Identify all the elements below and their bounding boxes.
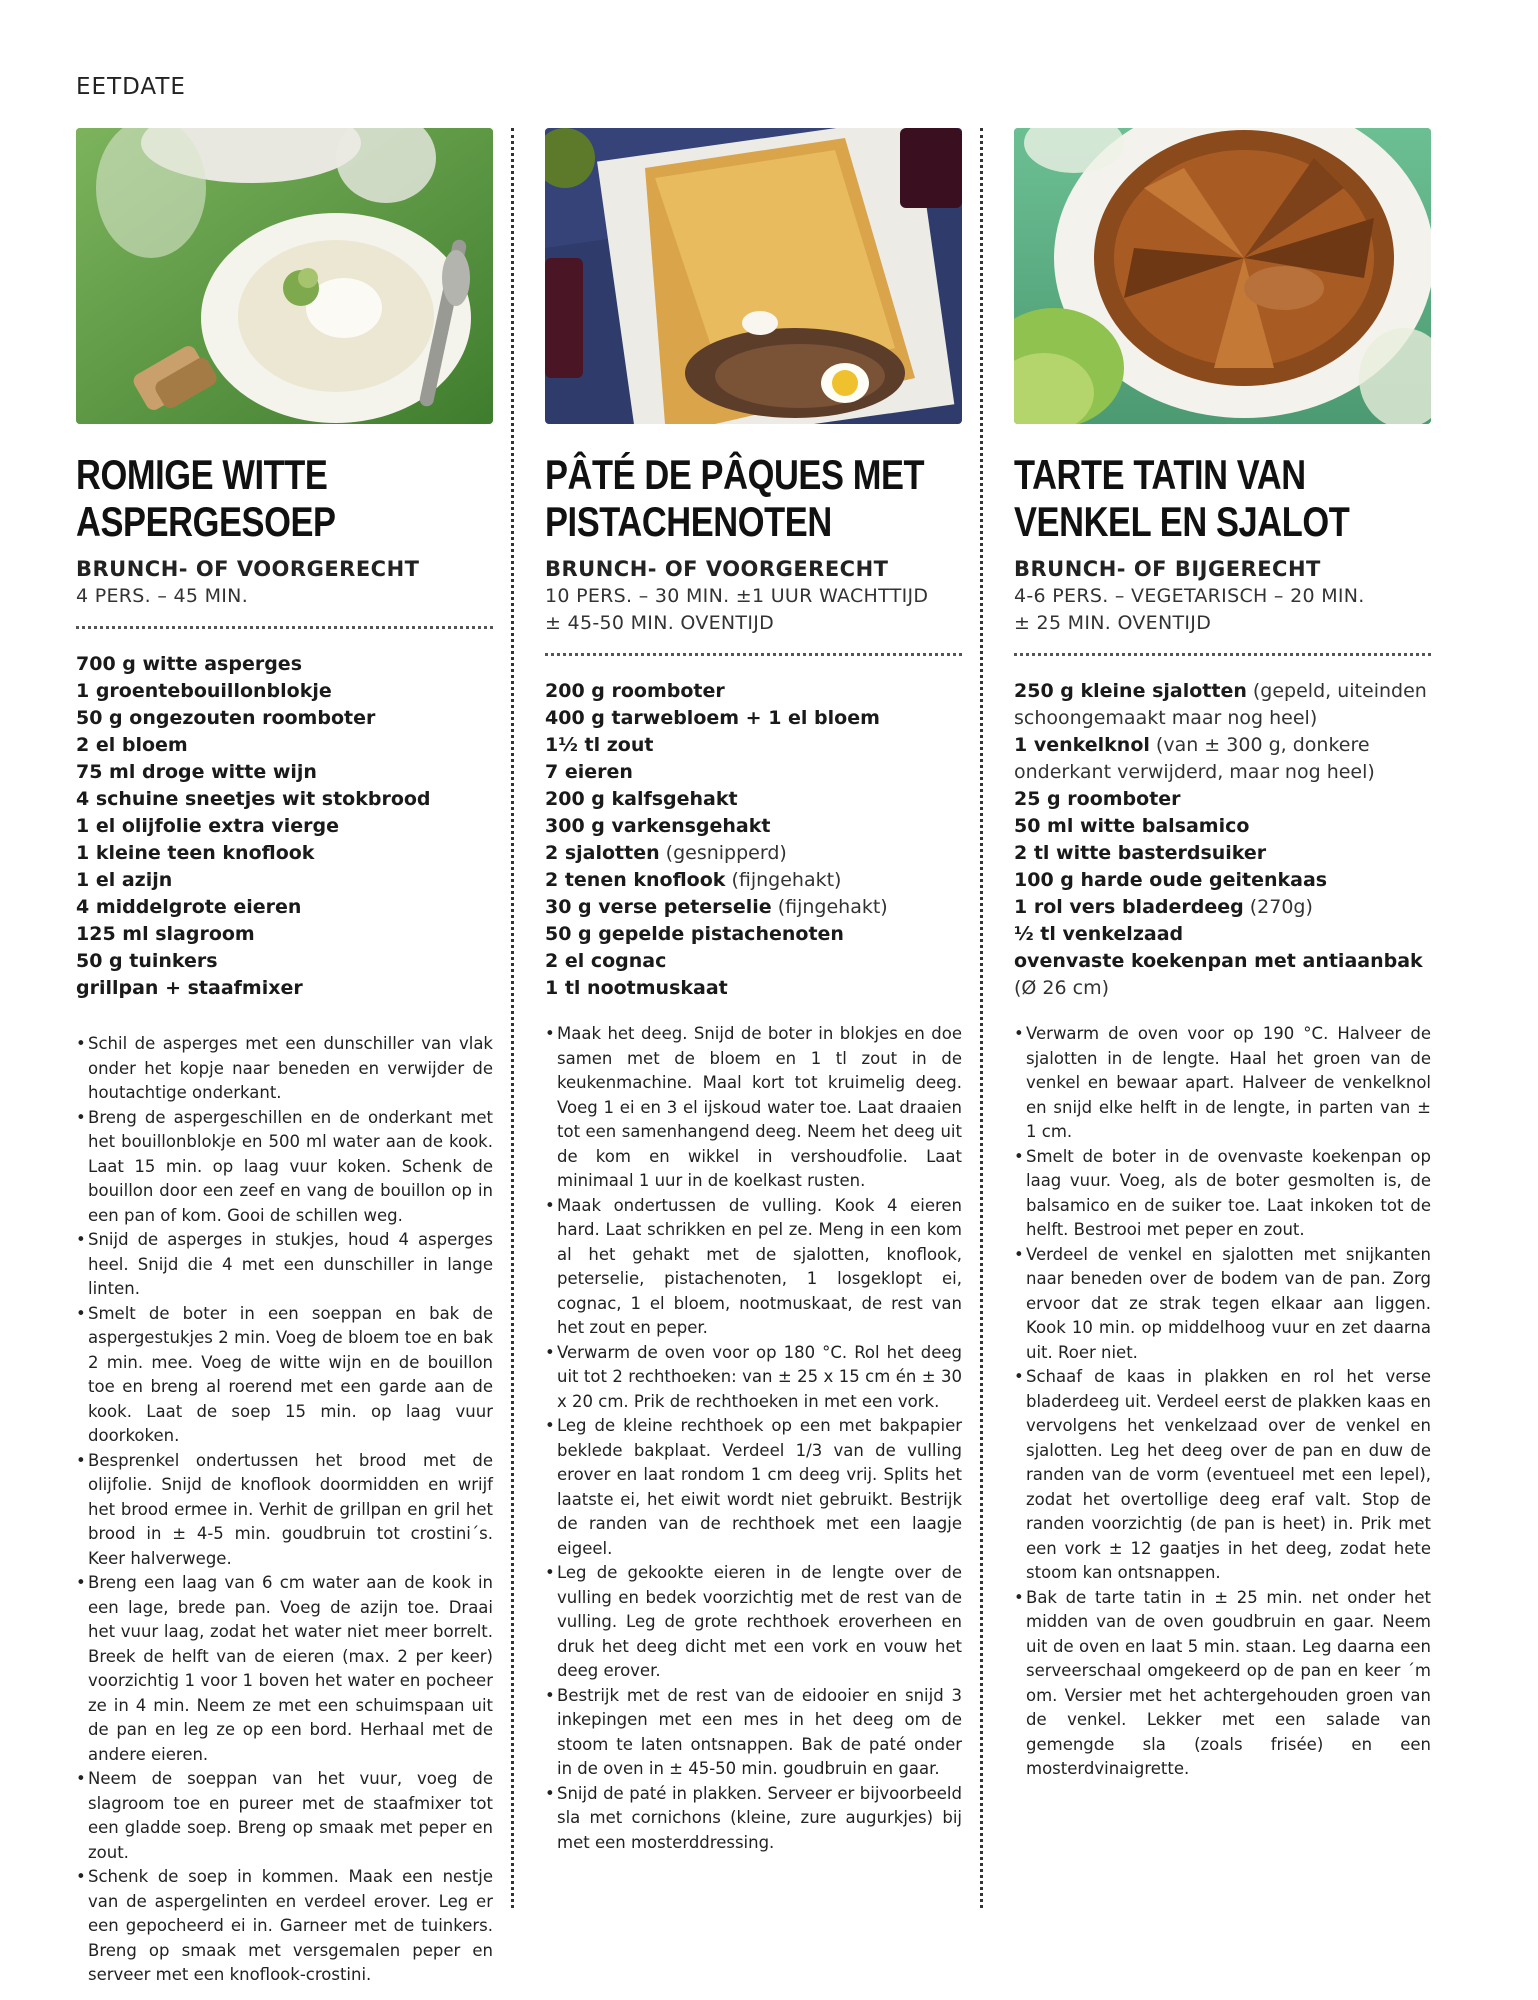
ingredient: 50 g tuinkers xyxy=(76,950,218,972)
step-list xyxy=(76,1032,493,1988)
ingredient: 7 eieren xyxy=(545,761,633,783)
ingredient: 2 tenen knoflook (fijngehakt) xyxy=(545,869,842,891)
ingredient: 4 middelgrote eieren xyxy=(76,896,302,918)
ingredient: 1 kleine teen knoflook xyxy=(76,842,315,864)
column-divider xyxy=(980,128,983,1908)
ingredient: ovenvaste koekenpan met antiaanbak (Ø 26 cm) xyxy=(1014,950,1423,999)
ingredient: 50 g ongezouten roomboter xyxy=(76,707,376,729)
recipe-meta: 10 PERS. – 30 MIN. ±1 UUR WACHTTIJD xyxy=(545,585,929,607)
recipe-meta: 4-6 PERS. – VEGETARISCH – 20 MIN. xyxy=(1014,585,1365,607)
step: • Snijd de asperges in stukjes, houd 4 asperges heel. Snijd die 4 met een dunschiller in lange linten. xyxy=(76,1228,493,1302)
ingredient: 1 el azijn xyxy=(76,869,173,891)
ingredient: 700 g witte asperges xyxy=(76,653,303,675)
recipe-column-tarte xyxy=(1014,128,1431,1782)
step: • Maak ondertussen de vulling. Kook 4 eieren hard. Laat schrikken en pel ze. Meng in een kom al het gehakt met de sjalotten, knoflook, peterselie, pistachenoten, 1 losgeklopt ei, cognac, 1 el bloem, nootmuskaat, de rest van het zout en peper. xyxy=(545,1194,962,1341)
ingredient: 300 g varkensgehakt xyxy=(545,815,771,837)
divider xyxy=(76,626,493,629)
recipe-meta: ± 25 MIN. OVENTIJD xyxy=(1014,612,1212,634)
step: • Smelt de boter in de ovenvaste koekenpan op laag vuur. Voeg, als de boter gesmolten is, de balsamico en de suiker toe. Laat inkoken tot de helft. Bestrooi met peper en zout. xyxy=(1014,1145,1431,1243)
step: • Neem de soeppan van het vuur, voeg de slagroom toe en pureer met de staafmixer tot een gladde soep. Breng op smaak met peper en zout. xyxy=(76,1767,493,1865)
ingredient: 1 tl nootmuskaat xyxy=(545,977,728,999)
recipe-photo-pate xyxy=(545,128,962,424)
recipe-column-pate xyxy=(545,128,962,1855)
step: • Bak de tarte tatin in ± 25 min. net onder het midden van de oven goudbruin en gaar. Neem uit de oven en laat 5 min. staan. Leg daarna een serveerschaal omgekeerd op de pan en keer ´m om. Versier met het achtergehouden groen van de venkel. Lekker met een salade van gemengde sla (zoals frisée) en een mosterdvinaigrette. xyxy=(1014,1586,1431,1782)
step: • Snijd de paté in plakken. Serveer er bijvoorbeeld sla met cornichons (kleine, zure augurkjes) bij met een mosterddressing. xyxy=(545,1782,962,1856)
step: • Schil de asperges met een dunschiller van vlak onder het kopje naar beneden en verwijder de houtachtige onderkant. xyxy=(76,1032,493,1106)
recipe-title: TARTE TATIN VAN VENKEL EN SJALOT xyxy=(1014,451,1350,545)
step: • Maak het deeg. Snijd de boter in blokjes en doe samen met de bloem en 1 tl zout in de keukenmachine. Maal kort tot kruimelig deeg. Voeg 1 ei en 3 el ijskoud water toe. Laat draaien tot een samenhangend deeg. Neem het deeg uit de kom en wikkel in vershoudfolie. Laat minimaal 1 uur in de koelkast rusten. xyxy=(545,1022,962,1194)
step: • Breng de aspergeschillen en de onderkant met het bouillonblokje en 500 ml water aan de kook. Laat 15 min. op laag vuur koken. Schenk de bouillon door een zeef en vang de bouillon op in een pan of kom. Gooi de schillen weg. xyxy=(76,1106,493,1229)
ingredient: 1 rol vers bladerdeeg (270g) xyxy=(1014,896,1313,918)
step-list xyxy=(545,1022,962,1855)
ingredient: 400 g tarwebloem + 1 el bloem xyxy=(545,707,880,729)
column-divider xyxy=(511,128,514,1908)
ingredient: 50 ml witte balsamico xyxy=(1014,815,1250,837)
ingredient: 2 el cognac xyxy=(545,950,667,972)
ingredient-list xyxy=(545,678,962,1002)
recipe-course: BRUNCH- OF BIJGERECHT xyxy=(1014,557,1321,581)
step: • Verwarm de oven voor op 190 °C. Halveer de sjalotten in de lengte. Haal het groen van de venkel en bewaar apart. Halveer de venkelknol en snijd elke helft in de lengte, in parten van ± 1 cm. xyxy=(1014,1022,1431,1145)
recipe-meta: ± 45-50 MIN. OVENTIJD xyxy=(545,612,775,634)
section-label: EETDATE xyxy=(76,74,186,100)
ingredient: 1½ tl zout xyxy=(545,734,654,756)
ingredient: 200 g kalfsgehakt xyxy=(545,788,738,810)
ingredient: 2 sjalotten (gesnipperd) xyxy=(545,842,787,864)
ingredient: 125 ml slagroom xyxy=(76,923,255,945)
step-list xyxy=(1014,1022,1431,1782)
recipe-photo-asparagus-soup xyxy=(76,128,493,424)
recipe-photo-tarte-tatin xyxy=(1014,128,1431,424)
step: • Bestrijk met de rest van de eidooier en snijd 3 inkepingen met een mes in het deeg om de stoom te laten ontsnappen. Bak de paté onder in de oven in ± 45-50 min. goudbruin en gaar. xyxy=(545,1684,962,1782)
ingredient: 250 g kleine sjalotten (gepeld, uiteinden schoongemaakt maar nog heel) xyxy=(1014,680,1427,729)
step: • Smelt de boter in een soeppan en bak de aspergestukjes 2 min. Voeg de bloem toe en bak 2 min. mee. Voeg de witte wijn en de bouillon toe en breng al roerend met een garde aan de kook. Laat de soep 15 min. op laag vuur doorkoken. xyxy=(76,1302,493,1449)
ingredient: 1 groentebouillonblokje xyxy=(76,680,332,702)
divider xyxy=(545,653,962,656)
ingredient: 100 g harde oude geitenkaas xyxy=(1014,869,1328,891)
recipe-title: PÂTÉ DE PÂQUES MET PISTACHENOTEN xyxy=(545,451,925,545)
recipe-title: ROMIGE WITTE ASPERGESOEP xyxy=(76,451,336,545)
ingredient-list xyxy=(1014,678,1431,1002)
ingredient: 1 el olijfolie extra vierge xyxy=(76,815,339,837)
step: • Verdeel de venkel en sjalotten met snijkanten naar beneden over de bodem van de pan. Zorg ervoor dat ze strak tegen elkaar aan liggen. Kook 10 min. op middelhoog vuur en zet daarna uit. Roer niet. xyxy=(1014,1243,1431,1366)
recipe-course: BRUNCH- OF VOORGERECHT xyxy=(545,557,889,581)
step: • Breng een laag van 6 cm water aan de kook in een lage, brede pan. Voeg de azijn toe. Draai het vuur laag, zodat het water niet meer borrelt. Breek de helft van de eieren (max. 2 per keer) voorzichtig 1 voor 1 boven het water en pocheer ze in 4 min. Neem ze met een schuimspaan uit de pan en leg ze op een bord. Herhaal met de andere eieren. xyxy=(76,1571,493,1767)
ingredient: 25 g roomboter xyxy=(1014,788,1181,810)
ingredient: 2 tl witte basterdsuiker xyxy=(1014,842,1267,864)
ingredient: 2 el bloem xyxy=(76,734,188,756)
step: • Schaaf de kaas in plakken en rol het verse bladerdeeg uit. Verdeel eerst de plakken kaas en vervolgens het venkelzaad over de venkel en sjalotten. Leg het deeg over de pan en duw de randen van de vorm (eventueel met een lepel), zodat het overtollige deeg eraf valt. Stop de randen voorzichtig (de pan is heet) in. Prik met een vork ± 12 gaatjes in het deeg, zodat hete stoom kan ontsnappen. xyxy=(1014,1365,1431,1586)
step: • Verwarm de oven voor op 180 °C. Rol het deeg uit tot 2 rechthoeken: van ± 25 x 15 cm én ± 30 x 20 cm. Prik de rechthoeken in met een vork. xyxy=(545,1341,962,1415)
ingredient: 4 schuine sneetjes wit stokbrood xyxy=(76,788,431,810)
ingredient: 1 venkelknol (van ± 300 g, donkere onderkant verwijderd, maar nog heel) xyxy=(1014,734,1375,783)
recipe-course: BRUNCH- OF VOORGERECHT xyxy=(76,557,420,581)
ingredient: 200 g roomboter xyxy=(545,680,725,702)
step: • Leg de kleine rechthoek op een met bakpapier beklede bakplaat. Verdeel 1/3 van de vulling erover en laat rondom 1 cm deeg vrij. Splits het laatste ei, het eiwit wordt niet gebruikt. Bestrijk de randen van de rechthoek met een laagje eigeel. xyxy=(545,1414,962,1561)
ingredient: 30 g verse peterselie (fijngehakt) xyxy=(545,896,888,918)
ingredient-list xyxy=(76,651,493,1002)
ingredient: 50 g gepelde pistachenoten xyxy=(545,923,844,945)
step: • Schenk de soep in kommen. Maak een nestje van de aspergelinten en verdeel erover. Leg er een gepocheerd ei in. Garneer met de tuinkers. Breng op smaak met versgemalen peper en serveer met een knoflook-crostini. xyxy=(76,1865,493,1988)
ingredient: grillpan + staafmixer xyxy=(76,977,303,999)
step: • Besprenkel ondertussen het brood met de olijfolie. Snijd de knoflook doormidden en wrijf het brood ermee in. Verhit de grillpan en gril het brood in ± 4-5 min. goudbruin tot crostini´s. Keer halverwege. xyxy=(76,1449,493,1572)
recipe-column-soup xyxy=(76,128,493,1988)
step: • Leg de gekookte eieren in de lengte over de vulling en bedek voorzichtig met de rest van de vulling. Leg de grote rechthoek eroverheen en druk het deeg dicht met een vork en vouw het deeg erover. xyxy=(545,1561,962,1684)
recipe-meta: 4 PERS. – 45 MIN. xyxy=(76,585,249,607)
divider xyxy=(1014,653,1431,656)
ingredient: 75 ml droge witte wijn xyxy=(76,761,317,783)
ingredient: ½ tl venkelzaad xyxy=(1014,923,1184,945)
